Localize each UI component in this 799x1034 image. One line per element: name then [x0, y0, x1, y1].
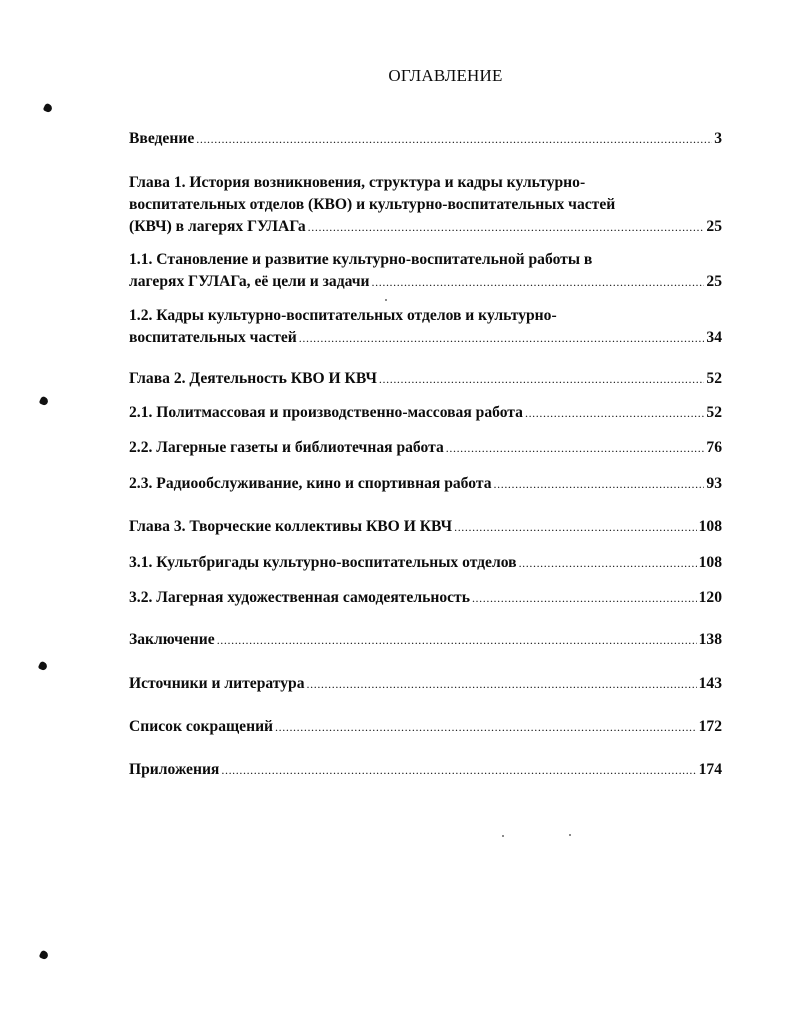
toc-dot-leader	[307, 673, 697, 695]
toc-entry-last-line	[129, 587, 722, 609]
toc-page-number: 108	[698, 554, 722, 571]
toc-page-number: 138	[698, 631, 722, 648]
toc-dot-leader	[308, 216, 705, 238]
toc-entry-title: (КВЧ) в лагерях ГУЛАГа	[129, 218, 306, 235]
toc-entry[interactable]	[129, 473, 722, 495]
toc-entry[interactable]	[129, 587, 722, 609]
scan-speck	[569, 834, 571, 836]
toc-entry-last-line	[129, 552, 722, 574]
toc-entry-last-line	[129, 437, 722, 459]
toc-entry[interactable]	[129, 673, 722, 695]
toc-dot-leader	[196, 128, 712, 150]
toc-entry-last-line	[129, 473, 722, 495]
toc-page-number: 93	[706, 475, 722, 492]
toc-entry[interactable]	[129, 368, 722, 390]
toc-page-number: 120	[698, 589, 722, 606]
scan-mark	[39, 950, 50, 961]
toc-dot-leader	[454, 516, 697, 538]
toc-entry-title: Приложения	[129, 761, 220, 778]
toc-dot-leader	[275, 716, 697, 738]
toc-entry-title: 3.2. Лагерная художественная самодеятельность	[129, 589, 470, 606]
toc-dot-leader	[379, 368, 704, 390]
toc-entry-last-line	[129, 759, 722, 781]
toc-entry[interactable]	[129, 516, 722, 538]
toc-entry-last-line	[129, 673, 722, 695]
toc-entry-line: 1.1. Становление и развитие культурно-воспитательной работы в	[129, 251, 593, 268]
toc-entry-title: воспитательных частей	[129, 329, 297, 346]
toc-dot-leader	[221, 759, 696, 781]
toc-entry-last-line	[129, 128, 722, 150]
toc-entry-line: 1.2. Кадры культурно-воспитательных отделов и культурно-	[129, 307, 557, 324]
toc-dot-leader	[519, 552, 697, 574]
toc-entry-title: Заключение	[129, 631, 215, 648]
toc-entry[interactable]	[129, 552, 722, 574]
toc-entry[interactable]	[129, 249, 722, 293]
toc-entry-last-line	[129, 716, 722, 738]
toc-entry[interactable]	[129, 305, 722, 349]
toc-entry-title: Глава 3. Творческие коллективы КВО И КВЧ	[129, 518, 453, 535]
toc-entry-title: 2.2. Лагерные газеты и библиотечная работа	[129, 439, 444, 456]
toc-page-number: 174	[698, 761, 722, 778]
toc-entry-last-line	[129, 271, 722, 293]
toc-page-number: 76	[706, 439, 722, 456]
toc-entry[interactable]	[129, 402, 722, 424]
toc-page-number: 25	[706, 218, 722, 235]
page-title: ОГЛАВЛЕНИЕ	[388, 66, 503, 85]
toc-entry[interactable]	[129, 437, 722, 459]
toc-entry-last-line	[129, 327, 722, 349]
scan-mark	[39, 396, 50, 407]
toc-entry-title: Список сокращений	[129, 718, 274, 735]
scan-mark	[43, 103, 54, 114]
toc-page-number: 3	[714, 130, 722, 147]
toc-entry-last-line	[129, 629, 722, 651]
toc-page-number: 143	[698, 675, 722, 692]
toc-page-number: 108	[698, 518, 722, 535]
toc-entry-title: лагерях ГУЛАГа, её цели и задачи	[129, 273, 370, 290]
toc-page-number: 172	[698, 718, 722, 735]
toc-entry[interactable]	[129, 716, 722, 738]
toc-page-number: 52	[706, 370, 722, 387]
scan-mark	[38, 661, 49, 672]
toc-page-number: 25	[706, 273, 722, 290]
toc-page-number: 34	[706, 329, 722, 346]
toc-entry[interactable]	[129, 128, 722, 150]
toc-entry[interactable]	[129, 629, 722, 651]
toc-entry[interactable]	[129, 172, 722, 238]
toc-entry[interactable]	[129, 759, 722, 781]
toc-dot-leader	[446, 437, 705, 459]
toc-entry-line: Глава 1. История возникновения, структура и кадры культурно-	[129, 174, 586, 191]
toc-dot-leader	[299, 327, 705, 349]
scan-speck	[502, 835, 504, 837]
scan-speck	[385, 299, 387, 301]
toc-entry-title: 3.1. Культбригады культурно-воспитательных отделов	[129, 554, 517, 571]
toc-page-number: 52	[706, 404, 722, 421]
toc-dot-leader	[472, 587, 697, 609]
toc-entry-last-line	[129, 516, 722, 538]
toc-entry-title: Введение	[129, 130, 195, 147]
toc-entry-line: воспитательных отделов (КВО) и культурно-воспитательных частей	[129, 196, 616, 213]
toc-dot-leader	[372, 271, 705, 293]
toc-entry-last-line	[129, 368, 722, 390]
toc-entry-last-line	[129, 216, 722, 238]
toc-entry-last-line	[129, 402, 722, 424]
toc-entry-title: Глава 2. Деятельность КВО И КВЧ	[129, 370, 377, 387]
toc-entry-title: 2.3. Радиообслуживание, кино и спортивная работа	[129, 475, 492, 492]
toc-entry-title: 2.1. Политмассовая и производственно-массовая работа	[129, 404, 523, 421]
toc-dot-leader	[217, 629, 697, 651]
toc-entry-title: Источники и литература	[129, 675, 305, 692]
toc-dot-leader	[525, 402, 704, 424]
toc-dot-leader	[494, 473, 705, 495]
